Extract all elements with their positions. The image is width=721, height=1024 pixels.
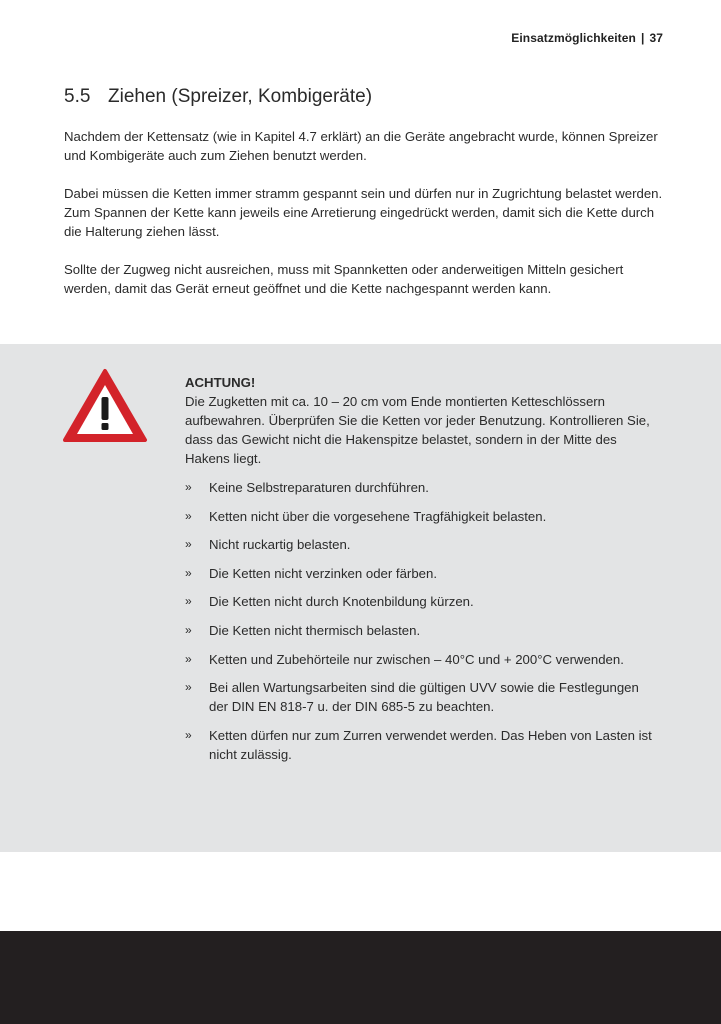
section-title-text: Ziehen (Spreizer, Kombigeräte) [108,86,373,107]
list-item-text: Bei allen Wartungsarbeiten sind die gültigen UVV sowie die Festlegungen der DIN EN 818-7 u. der DIN 685-5 zu beachten. [209,680,639,715]
section-title [64,86,372,108]
list-item-text: Keine Selbstreparaturen durchführen. [209,480,429,495]
bullet-marker: » [185,680,192,695]
header-separator: | [640,31,645,45]
list-item-text: Die Ketten nicht durch Knotenbildung kürzen. [209,594,474,610]
list-item-text: Ketten nicht über die vorgesehene Tragfähigkeit belasten. [209,508,547,524]
page-number: 37 [649,31,663,45]
bullet-marker: » [185,622,192,637]
list-item-text: Ketten und Zubehörteile nur zwischen – 40°C und + 200°C verwenden. [209,651,624,667]
list-item [185,621,660,640]
header-section-name: Einsatzmöglichkeiten [511,31,636,45]
page-header [511,31,663,45]
section-number: 5.5 [64,86,91,107]
bullet-marker: » [185,594,192,609]
list-item-text: Die Ketten nicht verzinken oder färben. [209,565,437,581]
bullet-marker: » [185,480,192,494]
list-item [185,478,660,497]
paragraph: Nachdem der Kettensatz (wie in Kapitel 4.7 erklärt) an die Geräte angebracht wurde, können Spreizer und Kombigeräte auch zum Ziehen benutzt werden. [64,129,658,163]
warning-text: Die Zugketten mit ca. 10 – 20 cm vom Ende montierten Ketteschlössern aufbewahren. Überprüfen Sie die Ketten vor jeder Benutzung. Kontrollieren Sie, dass das Gewicht nicht die Hakenspitze belastet, sondern in der Mitte des Hakens liegt. [185,394,650,466]
warning-heading: ACHTUNG! [185,375,256,390]
paragraph: Sollte der Zugweg nicht ausreichen, muss mit Spannketten oder anderweitigen Mitteln gesichert werden, damit das Gerät erneut geöffnet und die Kette nachgespannt werden kann. [64,262,624,296]
bullet-marker: » [185,727,192,742]
list-item [185,592,660,611]
bullet-marker: » [185,508,192,523]
list-item [185,678,660,716]
list-item-text: Ketten dürfen nur zum Zurren verwendet werden. Das Heben von Lasten ist nicht zulässig. [209,727,652,762]
list-item [185,507,660,526]
footer-bar [0,931,721,1024]
list-item-text: Nicht ruckartig belasten. [209,537,351,553]
list-item-text: Die Ketten nicht thermisch belasten. [209,622,421,638]
warning-triangle-icon [62,368,148,444]
warning-content [185,373,660,773]
bullet-marker: » [185,651,192,666]
list-item [185,564,660,583]
list-item [185,535,660,554]
warning-list [185,478,660,764]
bullet-marker: » [185,537,192,552]
list-item [185,726,660,764]
bullet-marker: » [185,565,192,580]
list-item [185,650,660,669]
paragraph: Dabei müssen die Ketten immer stramm gespannt sein und dürfen nur in Zugrichtung belastet werden. Zum Spannen der Kette kann jeweils eine Arretierung eingedrückt werden, damit sich die Kette durch die Halterung ziehen lässt. [64,186,663,239]
